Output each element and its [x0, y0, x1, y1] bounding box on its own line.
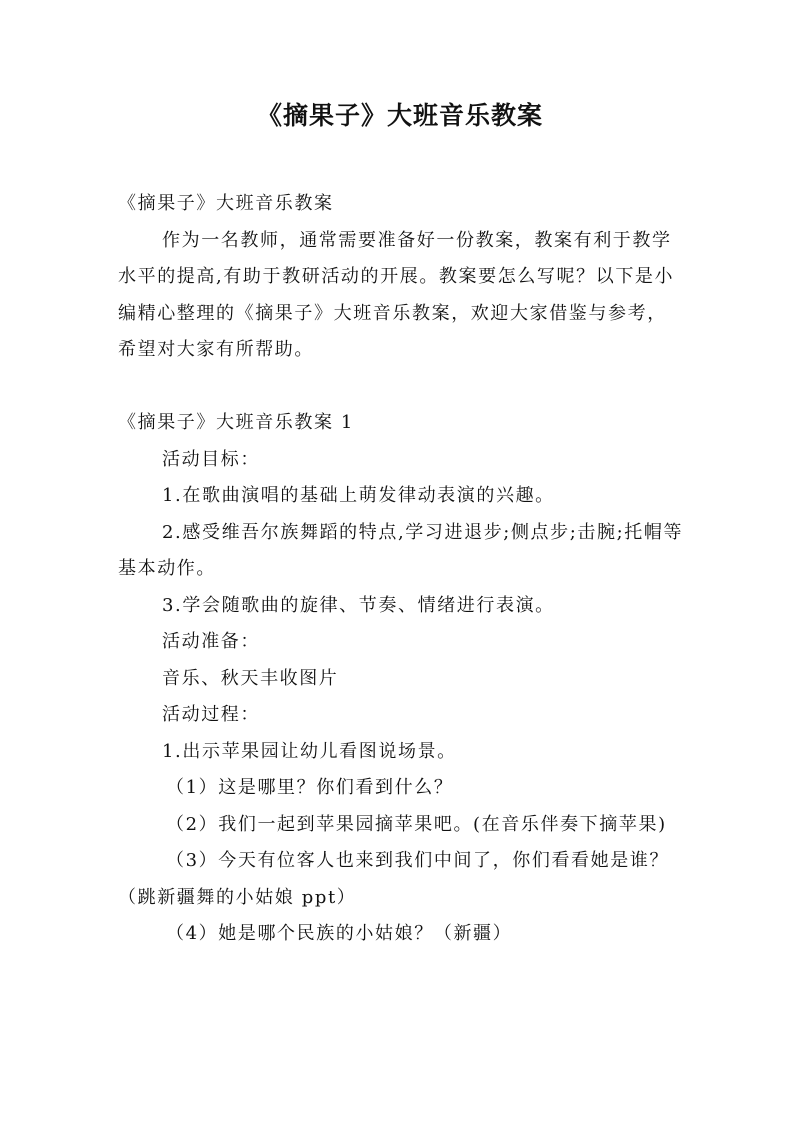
document-body [118, 186, 684, 953]
question-1: （1）这是哪里？你们看到什么？ [166, 777, 454, 798]
goals-label: 活动目标： [162, 448, 260, 470]
goal-item-2: 2.感受维吾尔族舞蹈的特点,学习进退步;侧点步;击腕;托帽等基本动作。 [118, 521, 684, 579]
paragraph-spacer [118, 369, 684, 406]
question-2: （2）我们一起到苹果园摘苹果吧。(在音乐伴奏下摘苹果) [166, 813, 667, 835]
document-subtitle: 《摘果子》大班音乐教案 [118, 193, 334, 214]
section-heading: 《摘果子》大班音乐教案 1 [118, 412, 354, 433]
process-step-1: 1.出示苹果园让幼儿看图说场景。 [162, 740, 457, 762]
prep-label: 活动准备： [162, 631, 260, 652]
question-4: （4）她是哪个民族的小姑娘？（新疆） [166, 923, 513, 944]
intro-paragraph: 作为一名教师，通常需要准备好一份教案，教案有利于教学水平的提高,有助于教研活动的开展。教案要怎么写呢？以下是小编精心整理的《摘果子》大班音乐教案，欢迎大家借鉴与参考，希望对大家有所帮助。 [118, 229, 675, 360]
question-3: （3）今天有位客人也来到我们中间了，你们看看她是谁？（跳新疆舞的小姑娘 ppt） [118, 850, 670, 908]
prep-items: 音乐、秋天丰收图片 [162, 667, 339, 689]
document-title: 《摘果子》大班音乐教案 [256, 101, 543, 130]
goal-item-3: 3.学会随歌曲的旋律、节奏、情绪进行表演。 [162, 594, 555, 616]
goal-item-1: 1.在歌曲演唱的基础上萌发律动表演的兴趣。 [162, 485, 555, 506]
process-label: 活动过程： [162, 704, 260, 725]
